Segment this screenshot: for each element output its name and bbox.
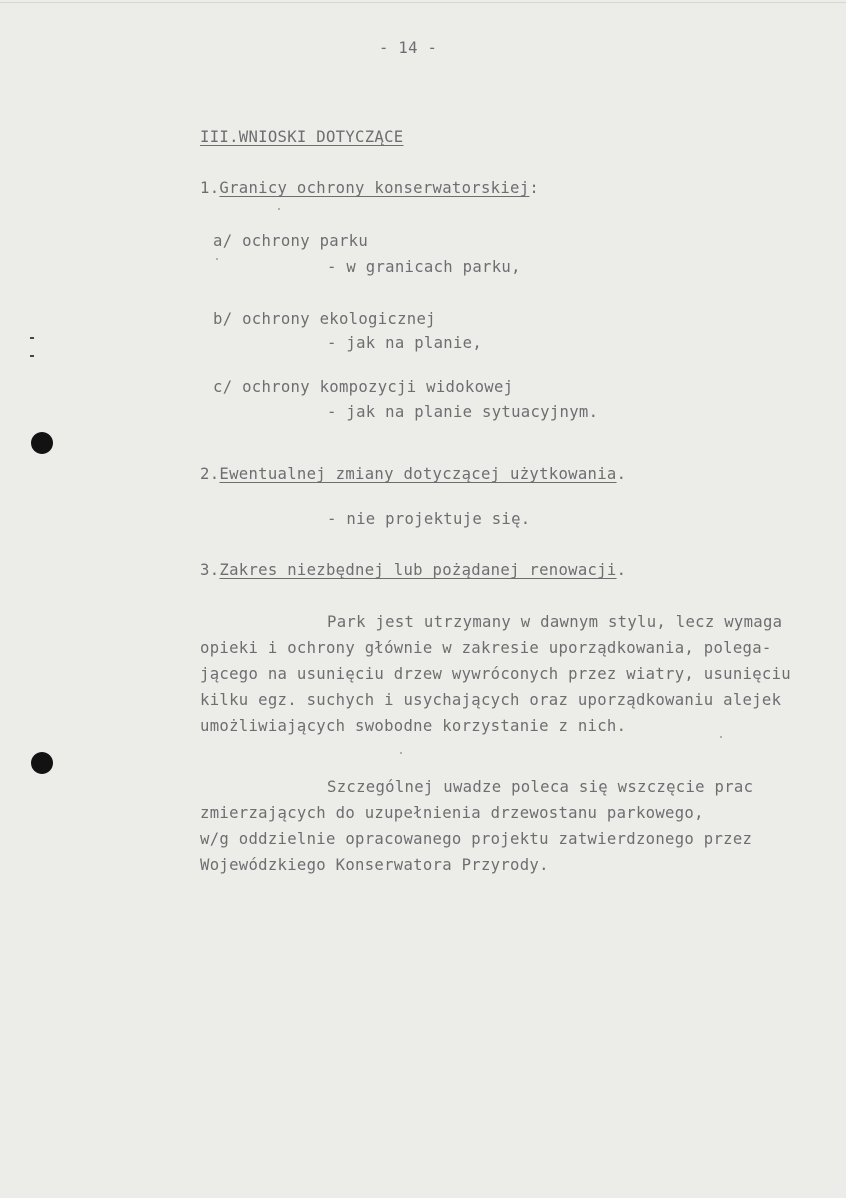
item-1-number: 1. — [200, 179, 220, 197]
item-1-title: Granicy ochrony konserwatorskiej — [219, 179, 530, 197]
punch-hole — [31, 432, 53, 454]
item-3-paragraph-2-line: w/g oddzielnie opracowanego projektu zatwierdzonego przez — [200, 830, 753, 848]
item-2-value: - nie projektuje się. — [327, 510, 531, 528]
item-1c-value: - jak na planie sytuacyjnym. — [327, 403, 599, 421]
item-2-number: 2. — [200, 465, 220, 483]
item-3-paragraph-1-line: opieki i ochrony głównie w zakresie uporządkowania, polega- — [200, 639, 772, 657]
item-1-suffix: : — [529, 179, 540, 197]
margin-mark — [30, 355, 34, 357]
section-heading: III.WNIOSKI DOTYCZĄCE — [200, 128, 404, 146]
item-3-paragraph-2-line: Szczególnej uwadze poleca się wszczęcie prac — [327, 778, 754, 796]
item-3-heading — [200, 561, 626, 579]
item-2-title: Ewentualnej zmiany dotyczącej użytkowania — [219, 465, 617, 483]
item-3-paragraph-1-line: kilku egz. suchych i usychających oraz uporządkowaniu alejek — [200, 691, 782, 709]
item-3-paragraph-1-line: umożliwiających swobodne korzystanie z nich. — [200, 717, 627, 735]
paper-speck — [720, 736, 722, 738]
item-2-suffix: . — [616, 465, 627, 483]
paper-speck — [400, 752, 402, 754]
item-3-paragraph-1-line: Park jest utrzymany w dawnym stylu, lecz wymaga — [327, 613, 783, 631]
margin-mark — [30, 337, 34, 339]
punch-hole — [31, 752, 53, 774]
paper-speck — [278, 208, 280, 210]
item-3-paragraph-1-line: jącego na usunięciu drzew wywróconych przez wiatry, usunięciu — [200, 665, 791, 683]
item-3-title: Zakres niezbędnej lub pożądanej renowacji — [219, 561, 617, 579]
page-number: - 14 - — [379, 39, 438, 57]
scan-edge — [0, 2, 846, 3]
item-3-suffix: . — [616, 561, 627, 579]
item-1c-label: c/ ochrony kompozycji widokowej — [213, 378, 514, 396]
item-3-paragraph-2-line: zmierzających do uzupełnienia drzewostanu parkowego, — [200, 804, 704, 822]
item-1a-label: a/ ochrony parku — [213, 232, 369, 250]
item-1a-value: - w granicach parku, — [327, 258, 521, 276]
item-1-heading — [200, 179, 539, 197]
item-3-number: 3. — [200, 561, 220, 579]
item-1b-label: b/ ochrony ekologicznej — [213, 310, 436, 328]
item-1b-value: - jak na planie, — [327, 334, 483, 352]
item-3-paragraph-2-line: Wojewódzkiego Konserwatora Przyrody. — [200, 856, 549, 874]
paper-speck — [216, 258, 218, 260]
item-2-heading — [200, 465, 626, 483]
